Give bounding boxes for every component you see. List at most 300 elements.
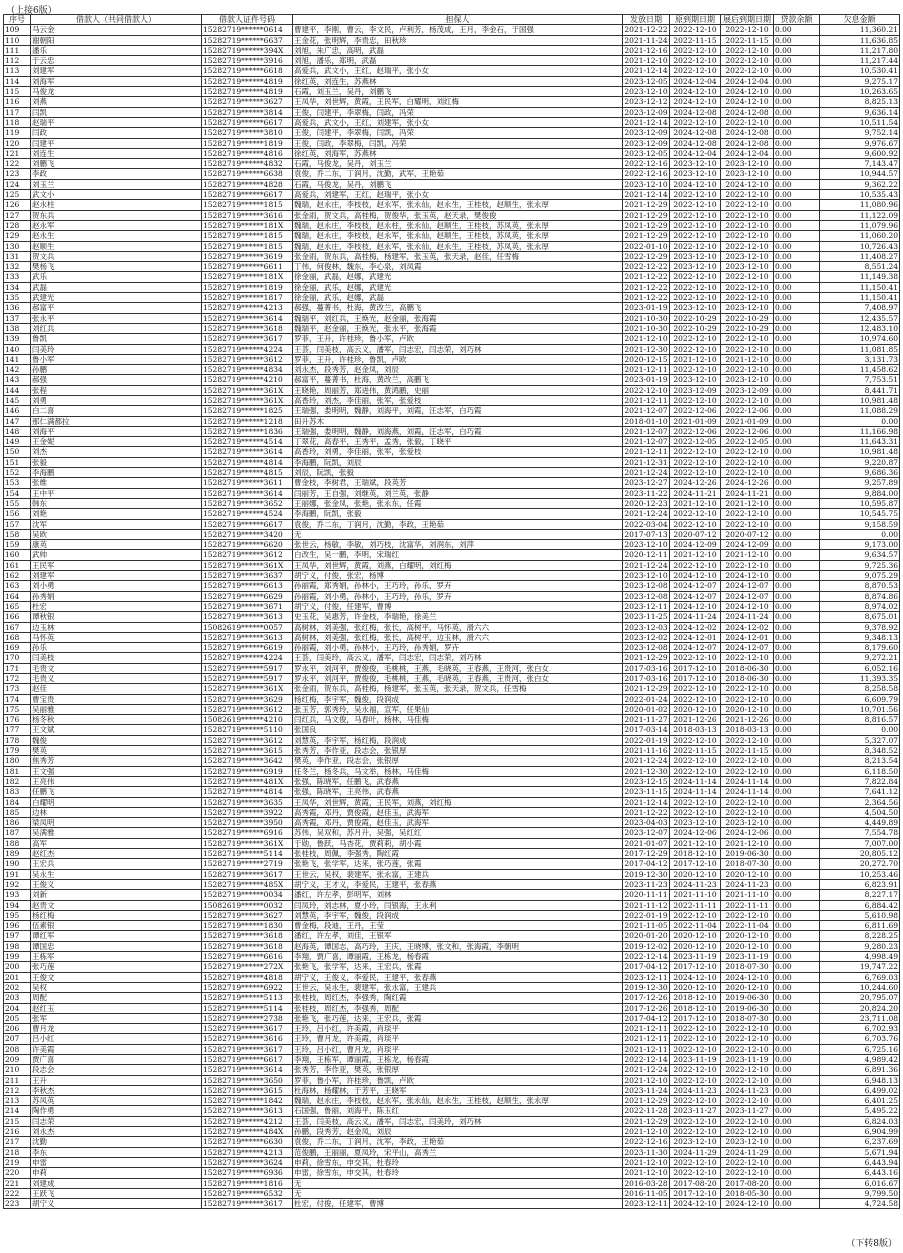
row-issue-date: 2021-12-16 <box>624 45 668 55</box>
row-balance: 0.00 <box>774 571 820 581</box>
row-borrower: 武建光 <box>31 293 202 303</box>
row-interest-owed: 7,007.00 <box>820 838 900 848</box>
row-extended-due: 2021-12-10 <box>721 354 774 364</box>
row-original-due: 2022-12-10 <box>670 694 721 704</box>
row-original-due: 2020-12-10 <box>670 704 721 714</box>
row-extended-due: 2023-12-10 <box>721 818 774 828</box>
row-balance: 0.00 <box>774 200 820 210</box>
row-seq: 177 <box>4 725 31 735</box>
row-id-number: 15282719******5114 <box>202 849 293 859</box>
row-extended-due: 2024-12-10 <box>721 571 774 581</box>
row-interest-owed: 6,884.42 <box>820 900 900 910</box>
row-borrower: 武文小 <box>31 190 202 200</box>
table-row <box>4 921 900 931</box>
row-guarantor: 于勋，鲁跃，马杏花，贾莉莉，胡小霞 <box>293 838 623 848</box>
row-seq: 205 <box>4 1013 31 1023</box>
row-borrower: 闫政 <box>31 128 202 138</box>
row-guarantor: 王荟，闫美枝，高云义，潘军，闫志宏，闫志荣，刘巧林 <box>293 344 623 354</box>
row-extended-due: 2022-12-10 <box>721 344 774 354</box>
row-guarantor: 杜宏，付俊，任建军，曹博 <box>293 1199 623 1209</box>
row-guarantor: 白改生，吴一鹏，李明，宋瑞红 <box>293 550 623 560</box>
table-row <box>4 303 900 313</box>
row-id-number: 15282719******1836 <box>202 426 293 436</box>
row-guarantor: 王荟，闫美玲，高云义，潘军，闫志宏，闫志荣，刘巧林 <box>293 653 623 663</box>
row-balance: 0.00 <box>774 1147 820 1157</box>
row-balance: 0.00 <box>774 313 820 323</box>
row-seq: 111 <box>4 45 31 55</box>
row-borrower: 马云金 <box>31 25 202 35</box>
row-interest-owed: 11,636.85 <box>820 35 900 45</box>
col-header-id-number: 借款人证件号码 <box>202 15 293 25</box>
row-borrower: 王宏兵 <box>31 859 202 869</box>
row-issue-date: 2023-12-10 <box>624 540 668 550</box>
table-row <box>4 859 900 869</box>
row-balance: 0.00 <box>774 148 820 158</box>
row-seq: 188 <box>4 838 31 848</box>
row-issue-date: 2021-12-10 <box>624 334 668 344</box>
row-guarantor: 闫丽芳，王自强，刘继英，刘兰英，张静 <box>293 488 623 498</box>
row-guarantor: 孙鹏，段秀芳，赵金凤，刘辰 <box>293 1127 623 1137</box>
row-interest-owed: 9,752.14 <box>820 128 900 138</box>
row-issue-date: 2023-12-10 <box>624 571 668 581</box>
row-interest-owed: 7,753.51 <box>820 375 900 385</box>
row-seq: 220 <box>4 1168 31 1178</box>
row-id-number: 15282719******3810 <box>202 128 293 138</box>
row-original-due: 2023-12-10 <box>670 1137 721 1147</box>
row-issue-date: 2022-12-14 <box>624 952 668 962</box>
row-issue-date: 2023-12-09 <box>624 128 668 138</box>
row-borrower: 鲁凯 <box>31 334 202 344</box>
row-balance: 0.00 <box>774 797 820 807</box>
row-seq: 195 <box>4 910 31 920</box>
row-interest-owed: 2,364.56 <box>820 797 900 807</box>
row-borrower: 刘建军 <box>31 571 202 581</box>
row-interest-owed: 6,401.25 <box>820 1096 900 1106</box>
row-seq: 199 <box>4 952 31 962</box>
row-seq: 190 <box>4 859 31 869</box>
row-borrower: 张程 <box>31 385 202 395</box>
row-id-number: 15282719******3650 <box>202 1075 293 1085</box>
row-extended-due: 2022-11-04 <box>721 921 774 931</box>
row-original-due: 2024-12-10 <box>670 601 721 611</box>
table-row <box>4 97 900 107</box>
table-row <box>4 684 900 694</box>
row-interest-owed: 11,122.09 <box>820 210 900 220</box>
row-original-due: 2022-12-10 <box>670 1065 721 1075</box>
row-borrower: 边玉林 <box>31 622 202 632</box>
row-id-number: 15282719******481X <box>202 776 293 786</box>
row-balance: 0.00 <box>774 509 820 519</box>
row-seq: 141 <box>4 354 31 364</box>
row-seq: 118 <box>4 117 31 127</box>
row-original-due: 2022-12-10 <box>670 1127 721 1137</box>
row-guarantor: 袁俊，乔二东，丁润月，沈勤，李政，王艳茹 <box>293 519 623 529</box>
row-balance: 0.00 <box>774 1096 820 1106</box>
row-balance: 0.00 <box>774 952 820 962</box>
row-id-number: 15282719******4819 <box>202 76 293 86</box>
row-seq: 154 <box>4 488 31 498</box>
row-seq: 145 <box>4 395 31 405</box>
row-id-number: 15282719******3617 <box>202 334 293 344</box>
table-row <box>4 447 900 457</box>
row-seq: 129 <box>4 231 31 241</box>
row-guarantor: 王俊，闫建平，李翠梅，闫政，冯荣 <box>293 107 623 117</box>
table-row <box>4 107 900 117</box>
row-interest-owed: 12,483.10 <box>820 323 900 333</box>
row-balance: 0.00 <box>774 293 820 303</box>
row-id-number: 15282719******4210 <box>202 375 293 385</box>
row-seq: 125 <box>4 190 31 200</box>
row-original-due: 2020-12-10 <box>670 941 721 951</box>
row-interest-owed: 10,974.60 <box>820 334 900 344</box>
row-issue-date: 2021-12-22 <box>624 25 668 35</box>
row-balance: 0.00 <box>774 1024 820 1034</box>
row-balance: 0.00 <box>774 190 820 200</box>
row-borrower: 马俊龙 <box>31 87 202 97</box>
row-seq: 211 <box>4 1075 31 1085</box>
row-guarantor: 魏瑞，赵永庄，李枝枝，赵永军，张永仙，赵永生，王桂枝，赵顺生，张永厚 <box>293 1096 623 1106</box>
row-extended-due: 2022-12-10 <box>721 1127 774 1137</box>
row-id-number: 15282719******4834 <box>202 365 293 375</box>
row-interest-owed: 7,143.47 <box>820 159 900 169</box>
row-borrower: 赵永柱 <box>31 200 202 210</box>
row-original-due: 2024-12-09 <box>670 540 721 550</box>
row-seq: 157 <box>4 519 31 529</box>
row-extended-due: 2020-07-12 <box>721 529 774 539</box>
row-extended-due: 2022-12-05 <box>721 437 774 447</box>
row-seq: 113 <box>4 66 31 76</box>
row-guarantor: 罗菲，王升，许桂珍，鲁凯，卢欧 <box>293 354 623 364</box>
row-id-number: 15282719******6922 <box>202 982 293 992</box>
row-id-number: 15282719******4815 <box>202 468 293 478</box>
row-guarantor: 史玉花，吴惠芳，许金枝，李瑞艳，徐美兰 <box>293 612 623 622</box>
row-guarantor: 孙丽霞，刘小勇，孙林小，王巧玲，孙乐，罗卉 <box>293 591 623 601</box>
row-seq: 210 <box>4 1065 31 1075</box>
row-extended-due: 2022-12-10 <box>721 56 774 66</box>
row-interest-owed: 7,641.12 <box>820 787 900 797</box>
row-id-number: 15282719******272X <box>202 962 293 972</box>
row-interest-owed: 11,360.21 <box>820 25 900 35</box>
row-interest-owed: 9,799.50 <box>820 1188 900 1198</box>
row-original-due: 2024-12-26 <box>670 478 721 488</box>
row-balance: 0.00 <box>774 231 820 241</box>
table-row <box>4 272 900 282</box>
row-borrower: 刘勇 <box>31 395 202 405</box>
table-row <box>4 1003 900 1013</box>
col-header-original-due: 原到期日期 <box>670 15 721 25</box>
row-borrower: 贾广喜 <box>31 1054 202 1064</box>
row-original-due: 2020-12-10 <box>670 982 721 992</box>
row-borrower: 樊杨飞 <box>31 262 202 272</box>
row-interest-owed: 8,870.53 <box>820 581 900 591</box>
col-header-guarantor: 担保人 <box>293 15 623 25</box>
table-row <box>4 416 900 426</box>
row-issue-date: 2016-11-05 <box>624 1188 668 1198</box>
row-id-number: 15282719******4224 <box>202 344 293 354</box>
row-interest-owed: 0.00 <box>820 529 900 539</box>
row-borrower: 毛贵文 <box>31 663 202 673</box>
row-issue-date: 2023-12-10 <box>624 87 668 97</box>
row-interest-owed: 11,217.80 <box>820 45 900 55</box>
row-interest-owed: 7,822.84 <box>820 776 900 786</box>
row-balance: 0.00 <box>774 921 820 931</box>
row-balance: 0.00 <box>774 601 820 611</box>
row-seq: 155 <box>4 498 31 508</box>
row-guarantor: 王世云，吴权，裴建军，张永富，王建兵 <box>293 869 623 879</box>
row-borrower: 吴永生 <box>31 869 202 879</box>
row-original-due: 2022-12-10 <box>670 365 721 375</box>
row-issue-date: 2021-12-22 <box>624 807 668 817</box>
row-id-number: 15282719******4816 <box>202 148 293 158</box>
row-guarantor: 魏瑞，赵永庄，李枝枝，赵永军，张永仙，赵顺生，王桂枝，苏凤英，张永厚 <box>293 231 623 241</box>
row-issue-date: 2017-07-13 <box>624 529 668 539</box>
row-issue-date: 2022-03-04 <box>624 519 668 529</box>
row-guarantor: 无 <box>293 529 623 539</box>
row-extended-due: 2023-11-19 <box>721 1054 774 1064</box>
row-guarantor: 王丽娜，张金凤，张艳，张永东，任霞 <box>293 498 623 508</box>
row-balance: 0.00 <box>774 179 820 189</box>
row-extended-due: 2022-12-10 <box>721 66 774 76</box>
row-original-due: 2017-12-10 <box>670 674 721 684</box>
table-row <box>4 1116 900 1126</box>
row-borrower: 周配 <box>31 993 202 1003</box>
table-row <box>4 694 900 704</box>
row-guarantor: 高香玲，刘勇，李佳丽，张军，张爱枝 <box>293 447 623 457</box>
row-seq: 207 <box>4 1034 31 1044</box>
row-issue-date: 2021-11-24 <box>624 35 668 45</box>
row-borrower: 苏凤英 <box>31 1096 202 1106</box>
row-extended-due: 2024-12-04 <box>721 76 774 86</box>
row-balance: 0.00 <box>774 35 820 45</box>
row-id-number: 15282719******1815 <box>202 200 293 210</box>
row-borrower: 刘海军 <box>31 76 202 86</box>
table-row <box>4 354 900 364</box>
row-seq: 204 <box>4 1003 31 1013</box>
row-original-due: 2022-12-10 <box>670 807 721 817</box>
row-id-number: 15282719******5917 <box>202 663 293 673</box>
row-guarantor: 张强，陈晓军，任鹏飞，武春燕 <box>293 776 623 786</box>
row-guarantor: 苏伟，吴双和，苏月升，吴强，吴红红 <box>293 828 623 838</box>
row-interest-owed: 11,150.41 <box>820 293 900 303</box>
row-original-due: 2022-12-10 <box>670 684 721 694</box>
row-original-due: 2022-12-10 <box>670 1116 721 1126</box>
row-id-number: 15282719******4828 <box>202 179 293 189</box>
row-original-due: 2022-12-06 <box>670 426 721 436</box>
row-extended-due: 2024-11-21 <box>721 488 774 498</box>
row-original-due: 2022-12-10 <box>670 220 721 230</box>
row-balance: 0.00 <box>774 890 820 900</box>
table-row <box>4 715 900 725</box>
row-seq: 219 <box>4 1157 31 1167</box>
row-interest-owed: 8,825.13 <box>820 97 900 107</box>
row-balance: 0.00 <box>774 715 820 725</box>
row-seq: 175 <box>4 704 31 714</box>
row-balance: 0.00 <box>774 756 820 766</box>
row-issue-date: 2021-12-29 <box>624 200 668 210</box>
row-id-number: 15282719******6936 <box>202 1168 293 1178</box>
table-row <box>4 797 900 807</box>
row-interest-owed: 9,725.36 <box>820 560 900 570</box>
row-original-due: 2023-12-10 <box>670 818 721 828</box>
row-guarantor: 李翔，贾广喜，谭丽霞，王栋龙，杨春霞 <box>293 952 623 962</box>
row-interest-owed: 11,088.29 <box>820 406 900 416</box>
row-balance: 0.00 <box>774 869 820 879</box>
row-guarantor: 张金雨，贺东兵，高桂梅，杨建军，张玉英，张天录，赵佳，任雪梅 <box>293 251 623 261</box>
row-issue-date: 2021-12-22 <box>624 293 668 303</box>
row-balance: 0.00 <box>774 1034 820 1044</box>
row-extended-due: 2020-12-10 <box>721 869 774 879</box>
table-row <box>4 550 900 560</box>
row-seq: 117 <box>4 107 31 117</box>
row-interest-owed: 0.00 <box>820 725 900 735</box>
row-interest-owed: 6,725.16 <box>820 1044 900 1054</box>
row-seq: 163 <box>4 581 31 591</box>
row-seq: 156 <box>4 509 31 519</box>
row-guarantor: 无 <box>293 1178 623 1188</box>
row-balance: 0.00 <box>774 632 820 642</box>
table-row <box>4 426 900 436</box>
row-borrower: 刘小勇 <box>31 581 202 591</box>
row-seq: 178 <box>4 735 31 745</box>
col-header-extended-due: 展后到期日期 <box>721 15 774 25</box>
row-id-number: 15282719******1825 <box>202 406 293 416</box>
row-seq: 142 <box>4 365 31 375</box>
row-guarantor: 王俊，闫政，李翠梅，闫凯，冯荣 <box>293 138 623 148</box>
row-original-due: 2024-12-04 <box>670 148 721 158</box>
row-guarantor: 范俊鹏，王丽丽，夏凤玲，宋平山，高秀兰 <box>293 1147 623 1157</box>
row-borrower: 闫建平 <box>31 138 202 148</box>
row-borrower: 吴欧 <box>31 529 202 539</box>
row-id-number: 15282719******1817 <box>202 293 293 303</box>
row-seq: 170 <box>4 653 31 663</box>
row-interest-owed: 11,080.96 <box>820 200 900 210</box>
table-row <box>4 159 900 169</box>
row-id-number: 15282719******3635 <box>202 797 293 807</box>
row-interest-owed: 3,131.73 <box>820 354 900 364</box>
row-id-number: 15282719******3420 <box>202 529 293 539</box>
row-issue-date: 2021-12-22 <box>624 272 668 282</box>
row-interest-owed: 9,600.92 <box>820 148 900 158</box>
row-borrower: 谭秋银 <box>31 612 202 622</box>
row-interest-owed: 6,948.13 <box>820 1075 900 1085</box>
row-guarantor: 王俊，闫建平，李翠梅，闫凯，冯荣 <box>293 128 623 138</box>
row-borrower: 吴满雅 <box>31 828 202 838</box>
row-original-due: 2024-12-10 <box>670 97 721 107</box>
row-id-number: 15282719******4814 <box>202 457 293 467</box>
row-issue-date: 2023-12-03 <box>624 622 668 632</box>
row-seq: 162 <box>4 571 31 581</box>
row-balance: 0.00 <box>774 76 820 86</box>
row-original-due: 2022-12-10 <box>670 231 721 241</box>
row-guarantor: 胡宁义，付俊，任建军，曹博 <box>293 601 623 611</box>
row-issue-date: 2021-12-29 <box>624 653 668 663</box>
row-balance: 0.00 <box>774 1044 820 1054</box>
row-id-number: 15282719******3619 <box>202 251 293 261</box>
row-extended-due: 2024-12-01 <box>721 632 774 642</box>
row-extended-due: 2022-12-10 <box>721 684 774 694</box>
row-guarantor: 刘慧英，李宇军，杨红梅，段润成 <box>293 735 623 745</box>
row-id-number: 15282719******5113 <box>202 993 293 1003</box>
row-original-due: 2022-12-10 <box>670 210 721 220</box>
table-row <box>4 45 900 55</box>
row-seq: 186 <box>4 818 31 828</box>
row-issue-date: 2021-12-29 <box>624 684 668 694</box>
row-extended-due: 2019-06-30 <box>721 993 774 1003</box>
row-original-due: 2017-12-10 <box>670 859 721 869</box>
row-original-due: 2024-11-21 <box>670 488 721 498</box>
row-interest-owed: 9,220.87 <box>820 457 900 467</box>
row-borrower: 李秋杰 <box>31 1085 202 1095</box>
row-id-number: 15282719******2719 <box>202 859 293 869</box>
table-row <box>4 117 900 127</box>
row-original-due: 2024-11-23 <box>670 1085 721 1095</box>
row-guarantor: 张桂枝，周红杰，李强秀，陶红霞 <box>293 993 623 1003</box>
row-id-number: 15282719******1819 <box>202 138 293 148</box>
row-balance: 0.00 <box>774 859 820 869</box>
row-seq: 176 <box>4 715 31 725</box>
row-original-due: 2022-12-10 <box>670 735 721 745</box>
row-extended-due: 2022-12-10 <box>721 1168 774 1178</box>
row-issue-date: 2022-12-22 <box>624 262 668 272</box>
row-interest-owed: 9,362.22 <box>820 179 900 189</box>
row-issue-date: 2021-12-24 <box>624 560 668 570</box>
row-extended-due: 2024-12-08 <box>721 138 774 148</box>
row-seq: 121 <box>4 148 31 158</box>
row-interest-owed: 9,275.17 <box>820 76 900 86</box>
row-seq: 209 <box>4 1054 31 1064</box>
row-original-due: 2023-12-10 <box>670 303 721 313</box>
row-seq: 166 <box>4 612 31 622</box>
row-issue-date: 2021-12-24 <box>624 468 668 478</box>
row-guarantor: 罗永平，刘河平，贾俊俊，毛桃桃，王燕，毛晓英，王春燕，王贵河，张白女 <box>293 674 623 684</box>
row-issue-date: 2023-12-05 <box>624 76 668 86</box>
row-id-number: 15282719******3624 <box>202 1157 293 1167</box>
row-seq: 206 <box>4 1024 31 1034</box>
row-interest-owed: 8,874.86 <box>820 591 900 601</box>
row-balance: 0.00 <box>774 395 820 405</box>
row-issue-date: 2019-12-30 <box>624 982 668 992</box>
row-id-number: 15282719******3614 <box>202 313 293 323</box>
row-guarantor: 徐金丽，武磊，赵娜，武建光 <box>293 272 623 282</box>
row-seq: 198 <box>4 941 31 951</box>
row-issue-date: 2023-04-03 <box>624 818 668 828</box>
row-seq: 148 <box>4 426 31 436</box>
row-guarantor: 刘慧英，李宇军，魏俊，段润成 <box>293 910 623 920</box>
row-guarantor: 李翔，王栋军，谭丽霞，王栋龙，杨春霞 <box>293 1054 623 1064</box>
row-borrower: 焦秀芳 <box>31 756 202 766</box>
row-balance: 0.00 <box>774 97 820 107</box>
table-row <box>4 406 900 416</box>
row-guarantor: 王凤华，刘世辉，黄霞，王民军，白耀明，刘红梅 <box>293 97 623 107</box>
row-borrower: 王文斌 <box>31 725 202 735</box>
row-id-number: 15282719******3613 <box>202 632 293 642</box>
row-interest-owed: 8,258.58 <box>820 684 900 694</box>
row-extended-due: 2022-12-10 <box>721 365 774 375</box>
col-header-interest-owed: 欠息金额 <box>820 15 900 25</box>
row-balance: 0.00 <box>774 787 820 797</box>
row-guarantor: 张桂枝，周佩，李强秀，陶红霞 <box>293 849 623 859</box>
table-row <box>4 128 900 138</box>
row-issue-date: 2021-12-30 <box>624 766 668 776</box>
row-issue-date: 2021-12-29 <box>624 220 668 230</box>
row-guarantor: 申莉，徐雪东，申交其，杜春玲 <box>293 1157 623 1167</box>
row-guarantor: 罗菲，王升，许桂珍，鲁小军，卢欧 <box>293 334 623 344</box>
row-original-due: 2022-12-10 <box>670 395 721 405</box>
row-extended-due: 2024-12-02 <box>721 622 774 632</box>
row-extended-due: 2022-12-10 <box>721 756 774 766</box>
row-issue-date: 2017-12-26 <box>624 1003 668 1013</box>
row-interest-owed: 9,634.57 <box>820 550 900 560</box>
